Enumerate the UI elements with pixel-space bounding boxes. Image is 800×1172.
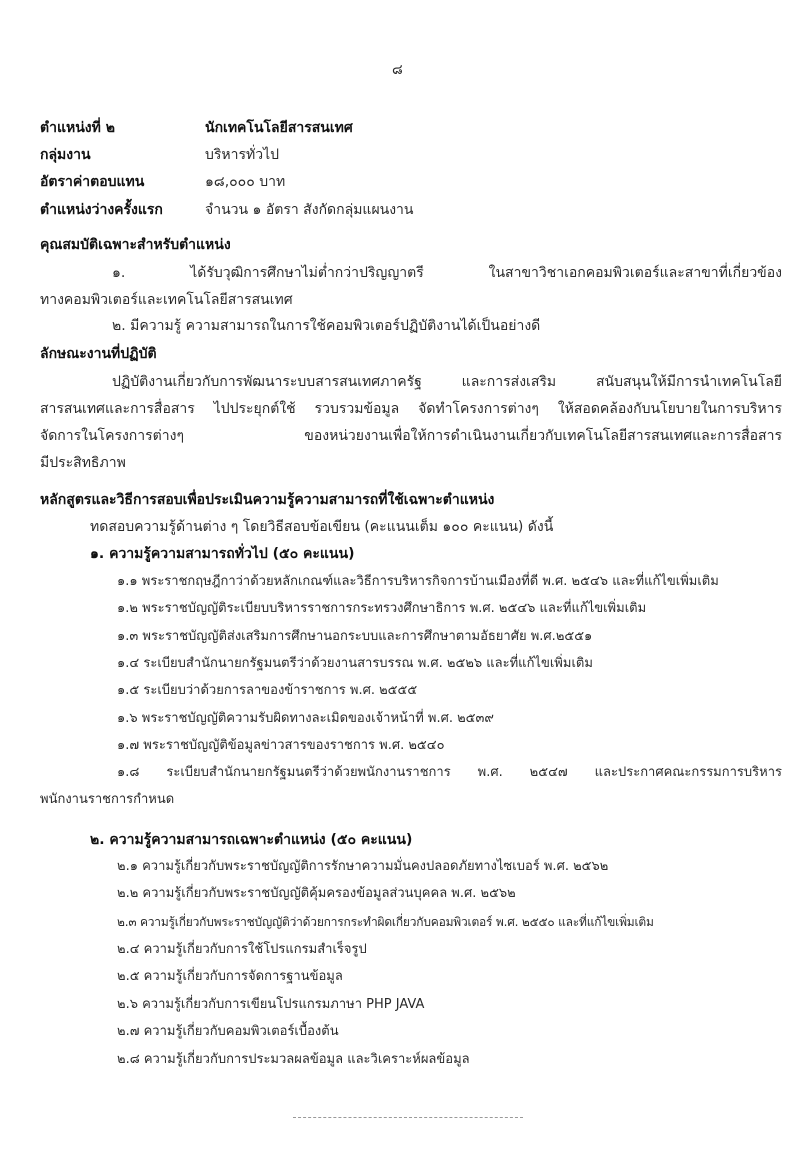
qualification-item: ๑. ได้รับวุฒิการศึกษาไม่ต่ำกว่าปริญญาตรี ในสาขาวิชาเอกคอมพิวเตอร์และสาขาที่เกี่ยวข้อง — [112, 265, 782, 281]
duties-heading: ลักษณะงานที่ปฏิบัติ — [40, 346, 157, 362]
duties-line: ปฏิบัติงานเกี่ยวกับการพัฒนาระบบสารสนเทศภาครัฐ และการส่งเสริม สนับสนุนให้มีการนำเทคโนโลยี — [112, 374, 782, 390]
duties-line: จัดการในโครงการต่างๆ ของหน่วยงานเพื่อให้การดำเนินงานเกี่ยวกับเทคโนโลยีสารสนเทศและการสื่อสาร — [40, 428, 782, 444]
part1-item: ๑.๘ ระเบียบสำนักนายกรัฐมนตรีว่าด้วยพนักงานราชการ พ.ศ. ๒๕๔๗ และประกาศคณะกรรมการบริหาร — [117, 765, 782, 780]
salary-value: ๑๘,๐๐๐ บาท — [205, 174, 286, 190]
part2-item: ๒.๘ ความรู้เกี่ยวกับการประมวลผลข้อมูล และวิเคราะห์ผลข้อมูล — [117, 1052, 470, 1067]
page-number: ๘ — [392, 62, 403, 78]
part2-item: ๒.๓ ความรู้เกี่ยวกับพระราชบัญญัติว่าด้วยการกระทำผิดเกี่ยวกับคอมพิวเตอร์ พ.ศ. ๒๕๕๐ และที่แก้ไขเพิ่มเติม — [117, 915, 654, 929]
salary-label: อัตราค่าตอบแทน — [40, 174, 145, 190]
part1-item: ๑.๑ พระราชกฤษฎีกาว่าด้วยหลักเกณฑ์และวิธีการบริหารกิจการบ้านเมืองที่ดี พ.ศ. ๒๕๔๖ และที่แก้ไขเพิ่มเติม — [117, 574, 719, 589]
part1-heading: ๑. ความรู้ความสามารถทั่วไป (๕๐ คะแนน) — [90, 546, 355, 562]
position-label: ตำแหน่งที่ ๒ — [40, 120, 115, 136]
duties-line: มีประสิทธิภาพ — [40, 455, 126, 471]
exam-intro: ทดสอบความรู้ด้านต่าง ๆ โดยวิธีสอบข้อเขียน (คะแนนเต็ม ๑๐๐ คะแนน) ดังนี้ — [90, 519, 554, 535]
vacancy-value: จำนวน ๑ อัตรา สังกัดกลุ่มแผนงาน — [205, 202, 414, 218]
part2-item: ๒.๒ ความรู้เกี่ยวกับพระราชบัญญัติคุ้มครองข้อมูลส่วนบุคคล พ.ศ. ๒๕๖๒ — [117, 886, 516, 901]
part1-item: ๑.๕ ระเบียบว่าด้วยการลาของข้าราชการ พ.ศ. ๒๕๕๕ — [117, 683, 418, 698]
part1-item: ๑.๓ พระราชบัญญัติส่งเสริมการศึกษานอกระบบและการศึกษาตามอัธยาศัย พ.ศ.๒๕๕๑ — [117, 629, 593, 644]
vacancy-label: ตำแหน่งว่างครั้งแรก — [40, 202, 163, 218]
part1-item: ๑.๔ ระเบียบสำนักนายกรัฐมนตรีว่าด้วยงานสารบรรณ พ.ศ. ๒๕๒๖ และที่แก้ไขเพิ่มเติม — [117, 656, 593, 671]
part1-item: ๑.๖ พระราชบัญญัติความรับผิดทางละเมิดของเจ้าหน้าที่ พ.ศ. ๒๕๓๙ — [117, 711, 494, 726]
part1-item: ๑.๗ พระราชบัญญัติข้อมูลข่าวสารของราชการ พ.ศ. ๒๕๔๐ — [117, 738, 445, 753]
part2-item: ๒.๑ ความรู้เกี่ยวกับพระราชบัญญัติการรักษาความมั่นคงปลอดภัยทางไซเบอร์ พ.ศ. ๒๕๖๒ — [117, 859, 609, 874]
part2-item: ๒.๖ ความรู้เกี่ยวกับการเขียนโปรแกรมภาษา PHP JAVA — [117, 997, 425, 1012]
part2-item: ๒.๔ ความรู้เกี่ยวกับการใช้โปรแกรมสำเร็จรูป — [117, 942, 367, 957]
part2-heading: ๒. ความรู้ความสามารถเฉพาะตำแหน่ง (๕๐ คะแนน) — [90, 832, 413, 848]
group-label: กลุ่มงาน — [40, 147, 91, 163]
duties-line: สารสนเทศและการสื่อสาร ไปประยุกต์ใช้ รวบรวมข้อมูล จัดทำโครงการต่างๆ ให้สอดคล้องกับนโยบายในการบริหาร — [40, 401, 782, 417]
part2-item: ๒.๗ ความรู้เกี่ยวกับคอมพิวเตอร์เบื้องต้น — [117, 1024, 339, 1039]
part2-item: ๒.๕ ความรู้เกี่ยวกับการจัดการฐานข้อมูล — [117, 969, 343, 984]
qualification-item: ๒. มีความรู้ ความสามารถในการใช้คอมพิวเตอร์ปฏิบัติงานได้เป็นอย่างดี — [112, 318, 541, 334]
qualification-item-cont: ทางคอมพิวเตอร์และเทคโนโลยีสารสนเทศ — [40, 292, 293, 308]
part1-item-cont: พนักงานราชการกำหนด — [40, 792, 175, 807]
part1-item: ๑.๒ พระราชบัญญัติระเบียบบริหารราชการกระทรวงศึกษาธิการ พ.ศ. ๒๕๔๖ และที่แก้ไขเพิ่มเติม — [117, 601, 647, 616]
position-title: นักเทคโนโลยีสารสนเทศ — [205, 120, 353, 136]
qualifications-heading: คุณสมบัติเฉพาะสำหรับตำแหน่ง — [40, 237, 231, 253]
end-divider — [293, 1117, 523, 1118]
exam-heading: หลักสูตรและวิธีการสอบเพื่อประเมินความรู้ความสามารถที่ใช้เฉพาะตำแหน่ง — [40, 492, 495, 508]
group-value: บริหารทั่วไป — [205, 147, 280, 163]
